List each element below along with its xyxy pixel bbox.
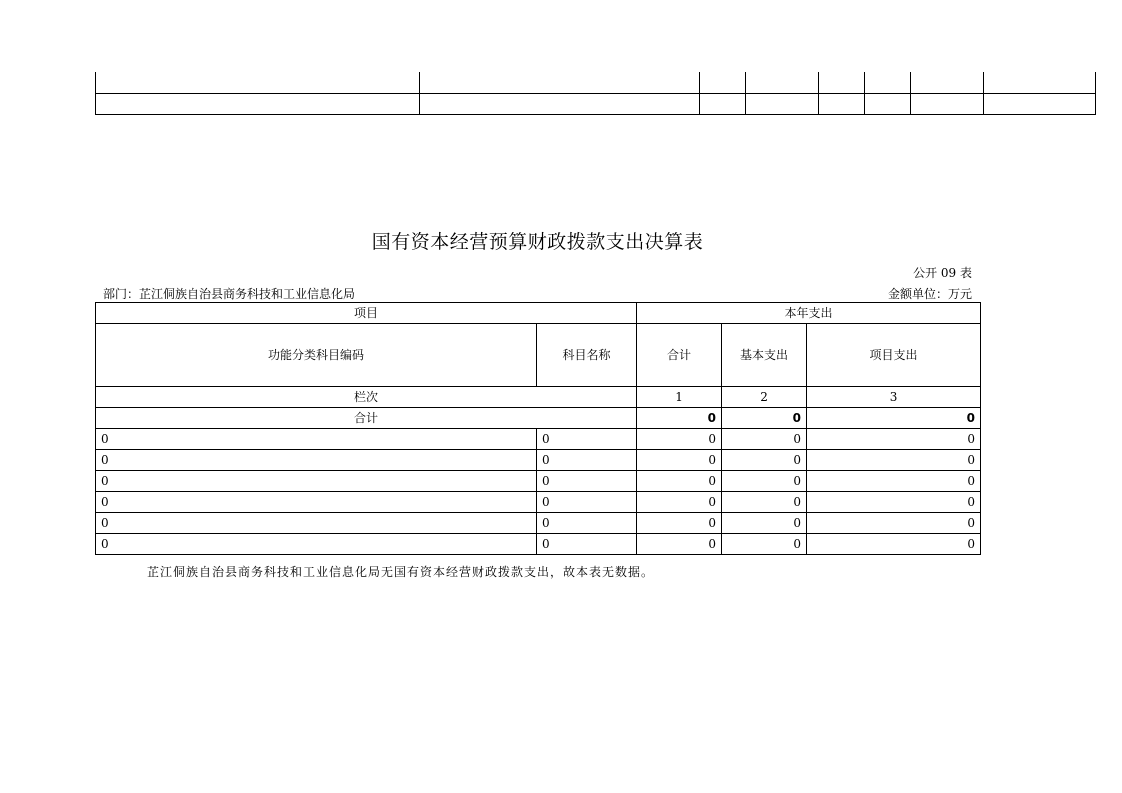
- row-name: 0: [537, 534, 637, 555]
- header-project-expenditure: 项目支出: [807, 324, 981, 387]
- header-basic-expenditure: 基本支出: [722, 324, 807, 387]
- row-code: 0: [96, 534, 537, 555]
- table-row: [96, 471, 981, 492]
- table-row: [96, 513, 981, 534]
- table-row: [96, 492, 981, 513]
- header-row: [96, 324, 981, 387]
- row-basic: 0: [722, 534, 807, 555]
- column-index-1: 1: [637, 387, 722, 408]
- row-code: 0: [96, 492, 537, 513]
- row-total: 0: [637, 492, 722, 513]
- table-border: [95, 93, 1096, 94]
- table-row: [96, 450, 981, 471]
- table-row: [96, 534, 981, 555]
- row-total: 0: [637, 471, 722, 492]
- row-basic: 0: [722, 471, 807, 492]
- row-total: 0: [637, 513, 722, 534]
- row-name: 0: [537, 513, 637, 534]
- page-title: 国有资本经营预算财政拨款支出决算表: [371, 231, 704, 253]
- row-project: 0: [807, 450, 981, 471]
- column-index-2: 2: [722, 387, 807, 408]
- row-code: 0: [96, 450, 537, 471]
- row-project: 0: [807, 534, 981, 555]
- total-row-project: 0: [807, 408, 981, 429]
- row-project: 0: [807, 471, 981, 492]
- header-total: 合计: [637, 324, 722, 387]
- row-project: 0: [807, 429, 981, 450]
- department-label: 部门：芷江侗族自治县商务科技和工业信息化局: [103, 287, 356, 301]
- row-name: 0: [537, 471, 637, 492]
- column-index-row: [96, 387, 981, 408]
- row-total: 0: [637, 450, 722, 471]
- header-row: [96, 303, 981, 324]
- total-row: [96, 408, 981, 429]
- table-border: [95, 114, 1096, 115]
- header-item: 项目: [96, 303, 637, 324]
- row-basic: 0: [722, 429, 807, 450]
- total-row-label: 合计: [96, 408, 637, 429]
- column-index-label: 栏次: [96, 387, 637, 408]
- header-current-year-expenditure: 本年支出: [637, 303, 981, 324]
- total-row-basic: 0: [722, 408, 807, 429]
- unit-label: 金额单位：万元: [887, 287, 972, 301]
- row-name: 0: [537, 429, 637, 450]
- row-total: 0: [637, 534, 722, 555]
- column-index-3: 3: [807, 387, 981, 408]
- row-code: 0: [96, 471, 537, 492]
- header-subject-name: 科目名称: [537, 324, 637, 387]
- previous-table-fragment: [95, 72, 1096, 115]
- row-name: 0: [537, 450, 637, 471]
- row-code: 0: [96, 429, 537, 450]
- row-name: 0: [537, 492, 637, 513]
- row-total: 0: [637, 429, 722, 450]
- form-number: 公开 09 表: [913, 266, 972, 280]
- row-basic: 0: [722, 450, 807, 471]
- row-project: 0: [807, 513, 981, 534]
- row-basic: 0: [722, 513, 807, 534]
- table-row: [96, 429, 981, 450]
- row-project: 0: [807, 492, 981, 513]
- footnote: 芷江侗族自治县商务科技和工业信息化局无国有资本经营财政拨款支出，故本表无数据。: [147, 565, 655, 579]
- row-basic: 0: [722, 492, 807, 513]
- total-row-total: 0: [637, 408, 722, 429]
- expenditure-table: [95, 302, 981, 555]
- header-function-code: 功能分类科目编码: [96, 324, 537, 387]
- row-code: 0: [96, 513, 537, 534]
